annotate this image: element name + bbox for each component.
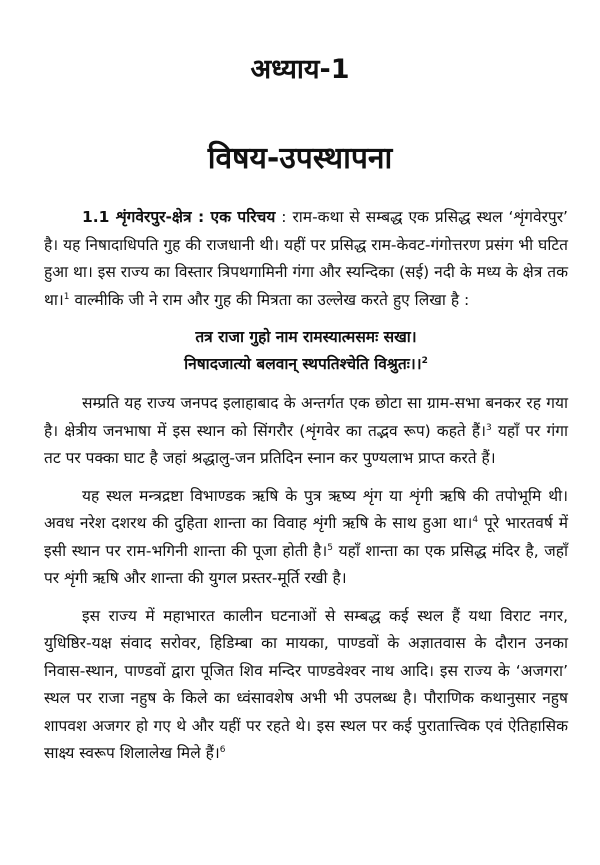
paragraph-2-text: सम्प्रति यह राज्य जनपद इलाहाबाद के अन्तर्गत एक छोटा सा ग्राम-सभा बनकर रह गया है। क्षेत्रीय जनभाषा में इस स्थान को सिंगरौर (शृंगवेर का तद्भव रूप) कहते हैं। — [44, 394, 568, 440]
paragraph-1 — [44, 204, 568, 314]
footnote-ref-1: 1 — [63, 291, 70, 302]
body-text — [44, 204, 568, 778]
verse-line-1: तत्र राजा गुहो नाम रामस्यात्मसमः सखा। — [195, 328, 417, 346]
footnote-ref-4: 4 — [472, 514, 479, 525]
paragraph-2 — [44, 390, 568, 473]
page-title: विषय-उपस्थापना — [207, 141, 393, 176]
footnote-ref-2: 2 — [421, 355, 428, 366]
paragraph-3-text-2: पूरे भारतवर्ष में इसी स्थान पर राम-भगिनी शान्ता की पूजा होती है। — [44, 514, 568, 560]
section-heading: 1.1 शृंगवेरपुर-क्षेत्र : एक परिचय — [82, 208, 276, 226]
paragraph-4 — [44, 603, 568, 768]
footnote-ref-5: 5 — [327, 542, 334, 553]
paragraph-2-text-2: यहाँ पर गंगा तट पर पक्का घाट है जहां श्रद्धालु-जन प्रतिदिन स्नान कर पुण्यलाभ प्राप्त करते हैं। — [44, 421, 568, 467]
verse-line-2-text: निषादजात्यो बलवान् स्थपतिश्चेति विश्रुतः।। — [184, 355, 422, 373]
paragraph-3 — [44, 483, 568, 593]
sanskrit-verse — [44, 324, 568, 378]
paragraph-3-text: यह स्थल मन्त्रद्रष्टा विभाण्डक ऋषि के पुत्र ऋष्य शृंग या शृंगी ऋषि की तपोभूमि थी। अवध नरेश दशरथ की दुहिता शान्ता का विवाह शृंगी ऋषि के साथ हुआ था। — [44, 486, 568, 532]
paragraph-4-text: इस राज्य में महाभारत कालीन घटनाओं से सम्बद्ध कई स्थल हैं यथा विराट नगर, युधिष्ठिर-यक्ष संवाद सरोवर, हिडिम्बा का मायका, पाण्डवों के अज्ञातवास के दौरान उनका निवास-स्थान, पाण्डवों द्वारा पूजित शिव मन्दिर पाण्डवेश्वर नाथ आदि। इस राज्य के ‘अजगरा’ स्थल पर राजा नहुष के किले का ध्वंसावशेष अभी भी उपलब्ध है। पौराणिक कथानुसार नहुष शापवश अजगर हो गए थे और यहीं पर रहते थे। इस स्थल पर कई पुरातात्त्विक एवं ऐतिहासिक साक्ष्य स्वरूप शिलालेख मिले हैं। — [44, 606, 568, 762]
verse-line-2 — [44, 351, 568, 378]
paragraph-1-text: : राम-कथा से सम्बद्ध एक प्रसिद्ध स्थल ‘शृंगवेरपुर’ है। यह निषादाधिपति गुह की राजधानी थी। यहीं पर प्रसिद्ध राम-केवट-गंगोत्तरण प्रसंग भी घटित हुआ था। इस राज्य का विस्तार त्रिपथगामिनी गंगा और स्यन्दिका (सई) नदी के मध्य के क्षेत्र तक था। — [44, 208, 568, 309]
footnote-ref-3: 3 — [486, 422, 492, 433]
paragraph-3-text-3: यहाँ शान्ता का एक प्रसिद्ध मंदिर है, जहाँ पर शृंगी ऋषि और शान्ता की युगल प्रस्तर-मूर्ति रखी है। — [44, 541, 568, 587]
paragraph-1-text-2: वाल्मीकि जी ने राम और गुह की मित्रता का उल्लेख करते हुए लिखा है : — [69, 290, 470, 309]
chapter-heading: अध्याय-1 — [250, 54, 350, 85]
footnote-ref-6: 6 — [219, 744, 226, 755]
